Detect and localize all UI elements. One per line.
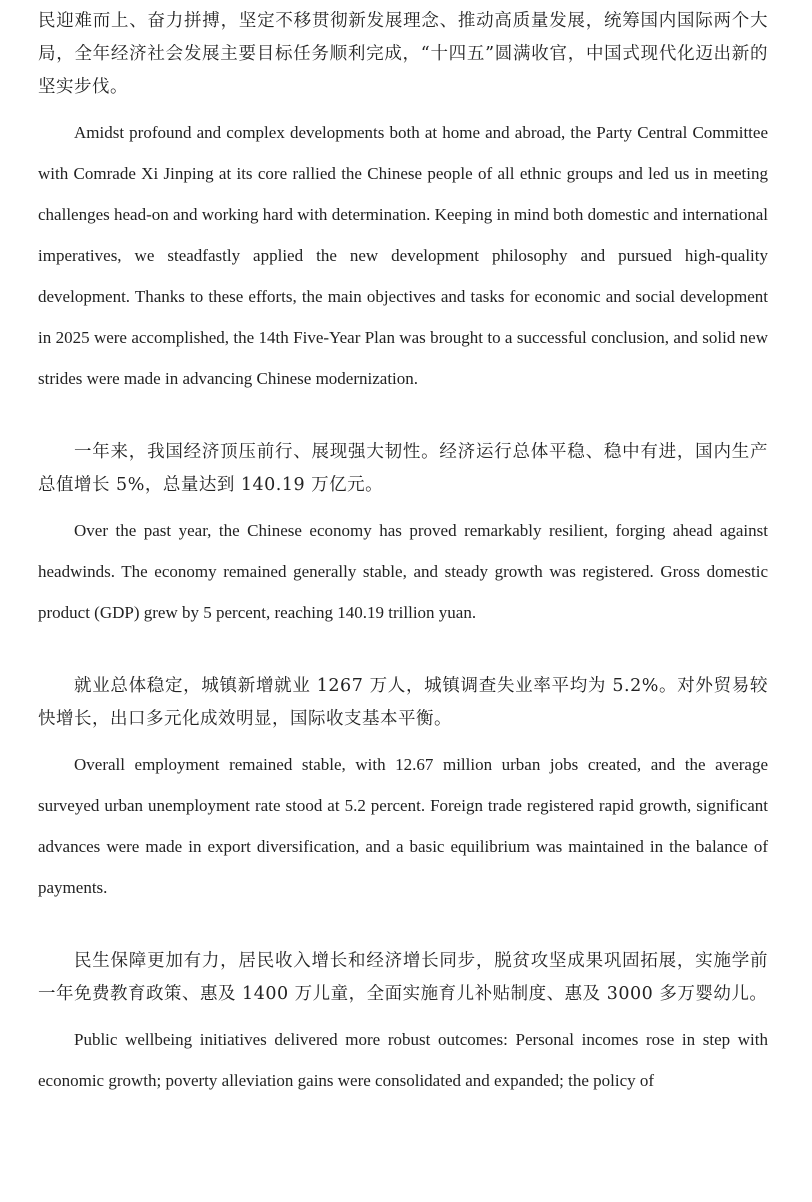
document-page	[38, 0, 768, 1101]
paragraph-zh-3: 就业总体稳定，城镇新增就业 1267 万人，城镇调查失业率平均为 5.2%。对外贸易较快增长，出口多元化成效明显，国际收支基本平衡。	[38, 676, 768, 729]
paragraph-zh-2: 一年来，我国经济顶压前行、展现强大韧性。经济运行总体平稳、稳中有进，国内生产总值增长 5%，总量达到 140.19 万亿元。	[38, 442, 768, 495]
paragraph-en-3: Overall employment remained stable, with 12.67 million urban jobs created, and the average surveyed urban unemployment rate stood at 5.2 percent. Foreign trade registered rapid growth, significant advances were made in export diversification, and a basic equilibrium was maintained in the balance of payments.	[38, 755, 768, 897]
paragraph-en-4: Public wellbeing initiatives delivered more robust outcomes: Personal incomes rose in step with economic growth; poverty alleviation gains were consolidated and expanded; the policy of	[38, 1030, 768, 1090]
paragraph-zh-1: 民迎难而上、奋力拼搏，坚定不移贯彻新发展理念、推动高质量发展，统筹国内国际两个大局，全年经济社会发展主要目标任务顺利完成，“十四五”圆满收官，中国式现代化迈出新的坚实步伐。	[38, 11, 768, 97]
paragraph-zh-4: 民生保障更加有力，居民收入增长和经济增长同步，脱贫攻坚成果巩固拓展，实施学前一年免费教育政策、惠及 1400 万儿童，全面实施育儿补贴制度、惠及 3000 多万婴幼儿。	[38, 951, 768, 1004]
paragraph-en-2: Over the past year, the Chinese economy has proved remarkably resilient, forging ahead against headwinds. The economy remained generally stable, and steady growth was registered. Gross domestic product (GDP) grew by 5 percent, reaching 140.19 trillion yuan.	[38, 521, 768, 622]
paragraph-en-1: Amidst profound and complex developments both at home and abroad, the Party Central Committee with Comrade Xi Jinping at its core rallied the Chinese people of all ethnic groups and led us in meeting challenges head-on and working hard with determination. Keeping in mind both domestic and international imperatives, we steadfastly applied the new development philosophy and pursued high-quality development. Thanks to these efforts, the main objectives and tasks for economic and social development in 2025 were accomplished, the 14th Five-Year Plan was brought to a successful conclusion, and solid new strides were made in advancing Chinese modernization.	[38, 123, 768, 388]
